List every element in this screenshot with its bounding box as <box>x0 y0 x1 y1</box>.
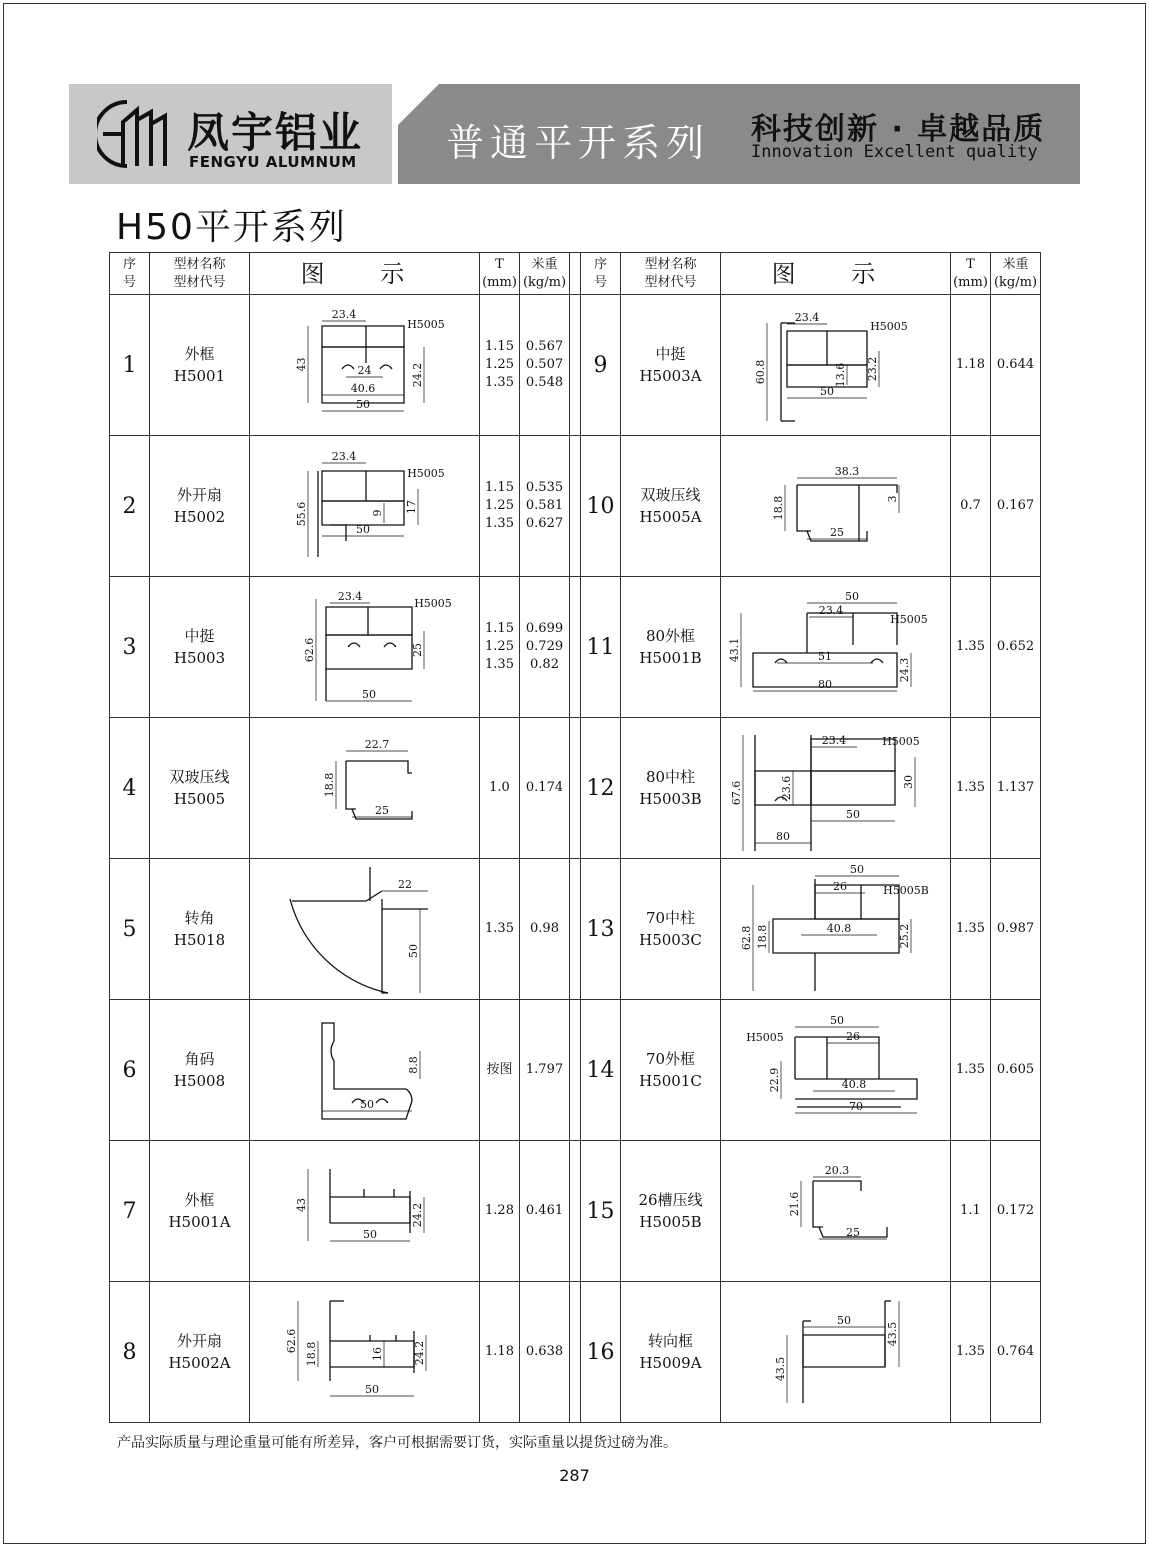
column-gap <box>570 295 581 436</box>
weight-values: 0.535 0.581 0.627 <box>520 436 570 577</box>
table-header-row <box>110 253 1041 295</box>
profile-outline <box>346 761 356 809</box>
profile-name: 外开扇 <box>176 1332 222 1350</box>
brand-name-cn: 凤宇铝业 <box>187 108 364 157</box>
profile-name-code <box>150 436 250 577</box>
sashA-profile-drawing <box>250 1282 480 1422</box>
thickness-values: 1.0 <box>480 718 520 859</box>
profile-figure <box>721 1282 951 1423</box>
profile-name: 双玻压线 <box>640 486 701 504</box>
profile-figure <box>721 436 951 577</box>
row-seq: 7 <box>110 1141 150 1282</box>
profile-code: H5005B <box>639 1213 702 1231</box>
dimension-label: 43.5 <box>774 1356 787 1382</box>
profile-name: 80中柱 <box>645 768 696 786</box>
bead-reference-label: H5005 <box>414 597 452 610</box>
dimension-label: 20.3 <box>824 1164 850 1177</box>
thickness-values: 1.18 <box>951 295 991 436</box>
header-thickness: T (mm) <box>480 253 520 295</box>
logo-panel <box>69 84 392 184</box>
profile-figure <box>250 859 480 1000</box>
dimension-label: 8.8 <box>407 1056 420 1074</box>
page-title: H50平开系列 <box>116 207 347 248</box>
profile-figure <box>250 295 480 436</box>
dimension-label: 22 <box>398 878 412 891</box>
dimension-label: 26 <box>846 1030 860 1043</box>
table-row <box>110 295 1041 436</box>
column-gap <box>570 1282 581 1423</box>
table-row <box>110 718 1041 859</box>
profile-name-code <box>150 718 250 859</box>
profile-outline <box>292 891 382 901</box>
frame70-profile-drawing <box>721 1000 951 1140</box>
profile-code: H5005A <box>639 508 702 526</box>
weight-values: 0.174 <box>520 718 570 859</box>
header-figure: 图 示 <box>721 253 951 295</box>
thickness-values: 按图 <box>480 1000 520 1141</box>
dimension-label: 43.5 <box>886 1321 899 1347</box>
dimension-label: 25 <box>375 804 389 817</box>
dimension-label: 13.6 <box>834 362 847 388</box>
turn-profile-drawing <box>721 1282 951 1422</box>
page-number: 287 <box>559 1466 590 1485</box>
dimension-label: 3 <box>886 495 899 503</box>
row-seq: 15 <box>581 1141 621 1282</box>
bead-reference-label: H5005 <box>746 1031 784 1044</box>
table-row <box>110 436 1041 577</box>
thickness-values: 0.7 <box>951 436 991 577</box>
dimension-label: 80 <box>776 830 790 843</box>
column-gap <box>570 436 581 577</box>
row-seq: 3 <box>110 577 150 718</box>
header-weight: 米重 (kg/m) <box>991 253 1041 295</box>
row-seq: 6 <box>110 1000 150 1141</box>
weight-values: 0.461 <box>520 1141 570 1282</box>
profile-outline <box>813 1181 823 1227</box>
slogan-en: Innovation Excellent quality <box>751 142 1038 162</box>
dimension-label: 18.8 <box>305 1341 318 1367</box>
dimension-label: 18.8 <box>756 924 769 950</box>
profile-outline <box>384 643 396 647</box>
profile-code: H5001C <box>639 1072 702 1090</box>
thickness-values: 1.35 <box>951 1000 991 1141</box>
weight-values: 0.567 0.507 0.548 <box>520 295 570 436</box>
profile-figure <box>250 436 480 577</box>
profile-code: H5018 <box>173 931 226 949</box>
weight-values: 1.137 <box>991 718 1041 859</box>
dimension-label: 22.9 <box>768 1067 781 1093</box>
weight-values: 0.638 <box>520 1282 570 1423</box>
profile-name-code <box>621 577 721 718</box>
header-figure: 图 示 <box>250 253 480 295</box>
profile-code: H5009A <box>639 1354 702 1372</box>
profile-outline <box>346 761 412 773</box>
profile-figure <box>721 1141 951 1282</box>
profile-figure <box>250 577 480 718</box>
row-seq: 4 <box>110 718 150 859</box>
dimension-label: 25 <box>830 526 844 539</box>
dimension-label: 24 <box>357 364 372 377</box>
dimension-label: 51 <box>818 650 832 663</box>
sash-profile-drawing <box>250 436 480 576</box>
profile-outline <box>797 485 811 531</box>
dimension-label: 40.8 <box>841 1078 867 1091</box>
profile-figure <box>250 1141 480 1282</box>
thickness-values: 1.1 <box>951 1141 991 1282</box>
profile-figure <box>250 718 480 859</box>
profile-name: 外开扇 <box>176 486 222 504</box>
dimension-label: 70 <box>849 1100 863 1113</box>
row-seq: 11 <box>581 577 621 718</box>
dimension-label: 43 <box>295 357 308 372</box>
profile-name-code <box>150 859 250 1000</box>
thickness-values: 1.15 1.25 1.35 <box>480 436 520 577</box>
dimension-label: 24.2 <box>411 1202 424 1228</box>
column-gap <box>570 718 581 859</box>
profile-code: H5008 <box>173 1072 226 1090</box>
profile-name-code <box>150 1000 250 1141</box>
mullion70-profile-drawing <box>721 859 951 999</box>
dimension-label: 50 <box>356 523 370 536</box>
dimension-label: 24.3 <box>898 657 911 683</box>
profile-outline <box>787 362 867 388</box>
bead-reference-label: H5005B <box>883 884 929 897</box>
weight-values: 0.172 <box>991 1141 1041 1282</box>
profile-name: 70中柱 <box>645 909 696 927</box>
table-row <box>110 859 1041 1000</box>
dimension-label: 50 <box>820 385 834 398</box>
thickness-values: 1.15 1.25 1.35 <box>480 295 520 436</box>
dimension-label: 50 <box>365 1383 379 1396</box>
profile-outline <box>290 899 388 993</box>
dimension-label: 50 <box>846 808 860 821</box>
profile-outline <box>807 613 897 645</box>
bead-reference-label: H5005 <box>407 318 445 331</box>
dimension-label: 18.8 <box>323 772 336 798</box>
profile-name-code <box>150 577 250 718</box>
profile-outline <box>348 643 360 647</box>
slogan-cn: 科技创新 · 卓越品质 <box>751 112 1046 147</box>
dimension-label: 23.4 <box>794 311 820 324</box>
row-seq: 16 <box>581 1282 621 1423</box>
dimension-label: 55.6 <box>295 501 308 527</box>
profile-name-code <box>150 1141 250 1282</box>
dimension-label: 25 <box>411 643 424 657</box>
profile-figure <box>721 859 951 1000</box>
profile-outline <box>813 1181 861 1191</box>
profile-name: 双玻压线 <box>169 768 230 786</box>
dimension-label: 62.6 <box>285 1328 298 1354</box>
weight-values: 0.167 <box>991 436 1041 577</box>
dimension-label: 25 <box>846 1226 860 1239</box>
dimension-label: 50 <box>850 863 864 876</box>
profile-name-code <box>621 718 721 859</box>
dimension-label: 23.6 <box>780 775 793 801</box>
header-seq: 序 号 <box>581 253 621 295</box>
weight-values: 1.797 <box>520 1000 570 1141</box>
dimension-label: 21.6 <box>788 1191 801 1217</box>
profile-outline <box>871 659 883 663</box>
header-weight: 米重 (kg/m) <box>520 253 570 295</box>
profile-outline <box>803 1335 885 1367</box>
row-seq: 2 <box>110 436 150 577</box>
weight-values: 0.699 0.729 0.82 <box>520 577 570 718</box>
profile-name-code <box>621 295 721 436</box>
bead-reference-label: H5005 <box>407 467 445 480</box>
row-seq: 8 <box>110 1282 150 1423</box>
column-gap <box>570 1141 581 1282</box>
dimension-label: 18.8 <box>772 495 785 521</box>
row-seq: 5 <box>110 859 150 1000</box>
profile-name-code <box>150 1282 250 1423</box>
table-row <box>110 1141 1041 1282</box>
frameA-profile-drawing <box>250 1141 480 1281</box>
dimension-label: 67.6 <box>730 780 743 806</box>
profile-name: 转向框 <box>647 1332 693 1350</box>
row-seq: 13 <box>581 859 621 1000</box>
profile-spec-table <box>109 252 1041 1423</box>
bead-reference-label: H5005 <box>870 320 908 333</box>
profile-name: 中挺 <box>655 345 686 363</box>
dimension-label: 23.4 <box>331 450 357 463</box>
profile-name-code <box>150 295 250 436</box>
profile-code: H5001 <box>173 367 226 385</box>
column-gap <box>570 577 581 718</box>
dimension-label: 22.7 <box>364 738 390 751</box>
profile-figure <box>721 295 951 436</box>
profile-name-code <box>621 436 721 577</box>
dimension-label: 23.4 <box>337 590 363 603</box>
dimension-label: 62.6 <box>303 637 316 663</box>
profile-outline <box>322 471 404 501</box>
bead-reference-label: H5005 <box>890 613 928 626</box>
table-row <box>110 1000 1041 1141</box>
table-row <box>110 1282 1041 1423</box>
profile-figure <box>721 577 951 718</box>
weight-values: 0.764 <box>991 1282 1041 1423</box>
brand-name-en: FENGYU ALUMNUM <box>189 153 357 171</box>
column-gap <box>570 253 581 295</box>
thickness-values: 1.35 <box>951 859 991 1000</box>
dimension-label: 50 <box>360 1098 374 1111</box>
profile-code: H5002 <box>173 508 226 526</box>
thickness-values: 1.35 <box>951 718 991 859</box>
dimension-label: 38.3 <box>834 465 860 478</box>
dimension-label: 23.2 <box>866 356 879 382</box>
weight-values: 0.652 <box>991 577 1041 718</box>
profile-figure <box>250 1282 480 1423</box>
mullion80-profile-drawing <box>721 718 951 858</box>
thickness-values: 1.35 <box>951 1282 991 1423</box>
dimension-label: 23.4 <box>818 604 844 617</box>
profile-name: 80外框 <box>645 627 696 645</box>
row-seq: 14 <box>581 1000 621 1141</box>
dimension-label: 50 <box>830 1014 844 1027</box>
dimension-label: 43 <box>295 1198 308 1212</box>
cleat-profile-drawing <box>250 1000 480 1140</box>
profile-name: 70外框 <box>645 1050 696 1068</box>
header-name: 型材名称 型材代号 <box>150 253 250 295</box>
profile-name: 中挺 <box>184 627 215 645</box>
profile-outline <box>342 365 354 369</box>
dimension-label: 40.8 <box>826 922 852 935</box>
profile-figure <box>250 1000 480 1141</box>
profile-outline <box>326 635 412 669</box>
header-name: 型材名称 型材代号 <box>621 253 721 295</box>
dimension-label: 50 <box>837 1314 851 1327</box>
profile-figure <box>721 718 951 859</box>
weight-values: 0.644 <box>991 295 1041 436</box>
thickness-values: 1.35 <box>480 859 520 1000</box>
profile-name-code <box>621 1282 721 1423</box>
corner-profile-drawing <box>250 859 480 999</box>
profile-outline <box>322 326 404 347</box>
dimension-label: 17 <box>405 500 418 514</box>
profile-code: H5005 <box>173 790 226 808</box>
profile-outline <box>330 1197 410 1223</box>
footer-note: 产品实际质量与理论重量可能有所差异，客户可根据需要订货，实际重量以提货过磅为准。 <box>117 1435 677 1451</box>
frame80-profile-drawing <box>721 577 951 717</box>
fengyu-logo-icon <box>97 98 177 170</box>
dimension-label: 25.2 <box>898 923 911 949</box>
dimension-label: 50 <box>845 590 859 603</box>
header-thickness: T (mm) <box>951 253 991 295</box>
dimension-label: 9 <box>371 509 384 517</box>
bead-profile-drawing <box>250 718 480 858</box>
profile-outline <box>330 525 346 541</box>
profile-name: 26槽压线 <box>638 1191 703 1209</box>
mullionA-profile-drawing <box>721 295 951 435</box>
thickness-values: 1.35 <box>951 577 991 718</box>
dimension-label: 24.2 <box>413 1340 426 1366</box>
weight-values: 0.987 <box>991 859 1041 1000</box>
profile-outline <box>811 771 895 805</box>
profile-code: H5003B <box>639 790 702 808</box>
profile-outline <box>797 485 897 493</box>
row-seq: 12 <box>581 718 621 859</box>
profile-name-code <box>621 1141 721 1282</box>
dimension-label: 62.8 <box>740 925 753 951</box>
profile-figure <box>721 1000 951 1141</box>
mullion-profile-drawing <box>250 577 480 717</box>
row-seq: 9 <box>581 295 621 436</box>
dimension-label: 50 <box>407 944 420 958</box>
dimension-label: 60.8 <box>754 359 767 385</box>
dimension-label: 50 <box>356 398 370 411</box>
weight-values: 0.605 <box>991 1000 1041 1141</box>
profile-outline <box>775 659 787 663</box>
profile-code: H5001B <box>639 649 702 667</box>
bead-reference-label: H5005 <box>882 735 920 748</box>
dimension-label: 80 <box>818 678 832 691</box>
column-gap <box>570 859 581 1000</box>
dimension-label: 23.4 <box>331 308 357 321</box>
header-seq: 序 号 <box>110 253 150 295</box>
dimension-label: 23.4 <box>821 734 847 747</box>
profile-outline <box>380 365 392 369</box>
thickness-values: 1.15 1.25 1.35 <box>480 577 520 718</box>
profile-code: H5001A <box>168 1213 231 1231</box>
dimension-label: 50 <box>363 1228 377 1241</box>
profile-name-code <box>621 1000 721 1141</box>
row-seq: 10 <box>581 436 621 577</box>
column-gap <box>570 1000 581 1141</box>
profile-outline <box>326 607 412 635</box>
table-row <box>110 577 1041 718</box>
dimension-label: 26 <box>833 880 847 893</box>
row-seq: 1 <box>110 295 150 436</box>
frame-profile-drawing <box>250 295 480 435</box>
dimension-label: 40.6 <box>350 382 376 395</box>
dimension-label: 30 <box>902 775 915 789</box>
bead26-profile-drawing <box>721 1141 951 1281</box>
profile-name: 外框 <box>184 345 215 363</box>
profile-outline <box>382 899 388 993</box>
weight-values: 0.98 <box>520 859 570 1000</box>
profile-name: 转角 <box>184 909 215 927</box>
dimension-label: 24.2 <box>411 362 424 388</box>
dimension-label: 50 <box>362 688 376 701</box>
beadA-profile-drawing <box>721 436 951 576</box>
thickness-values: 1.28 <box>480 1141 520 1282</box>
dimension-label: 43.1 <box>728 637 741 663</box>
dimension-label: 16 <box>371 1347 384 1361</box>
profile-outline <box>322 501 404 525</box>
series-title: 普通平开系列 <box>446 121 711 165</box>
profile-code: H5003 <box>173 649 226 667</box>
profile-outline <box>376 1099 388 1103</box>
profile-code: H5002A <box>168 1354 231 1372</box>
profile-name: 外框 <box>184 1191 215 1209</box>
profile-code: H5003C <box>639 931 702 949</box>
profile-name-code <box>621 859 721 1000</box>
thickness-values: 1.18 <box>480 1282 520 1423</box>
header-banner <box>69 84 1080 184</box>
profile-name: 角码 <box>184 1050 215 1068</box>
profile-code: H5003A <box>639 367 702 385</box>
